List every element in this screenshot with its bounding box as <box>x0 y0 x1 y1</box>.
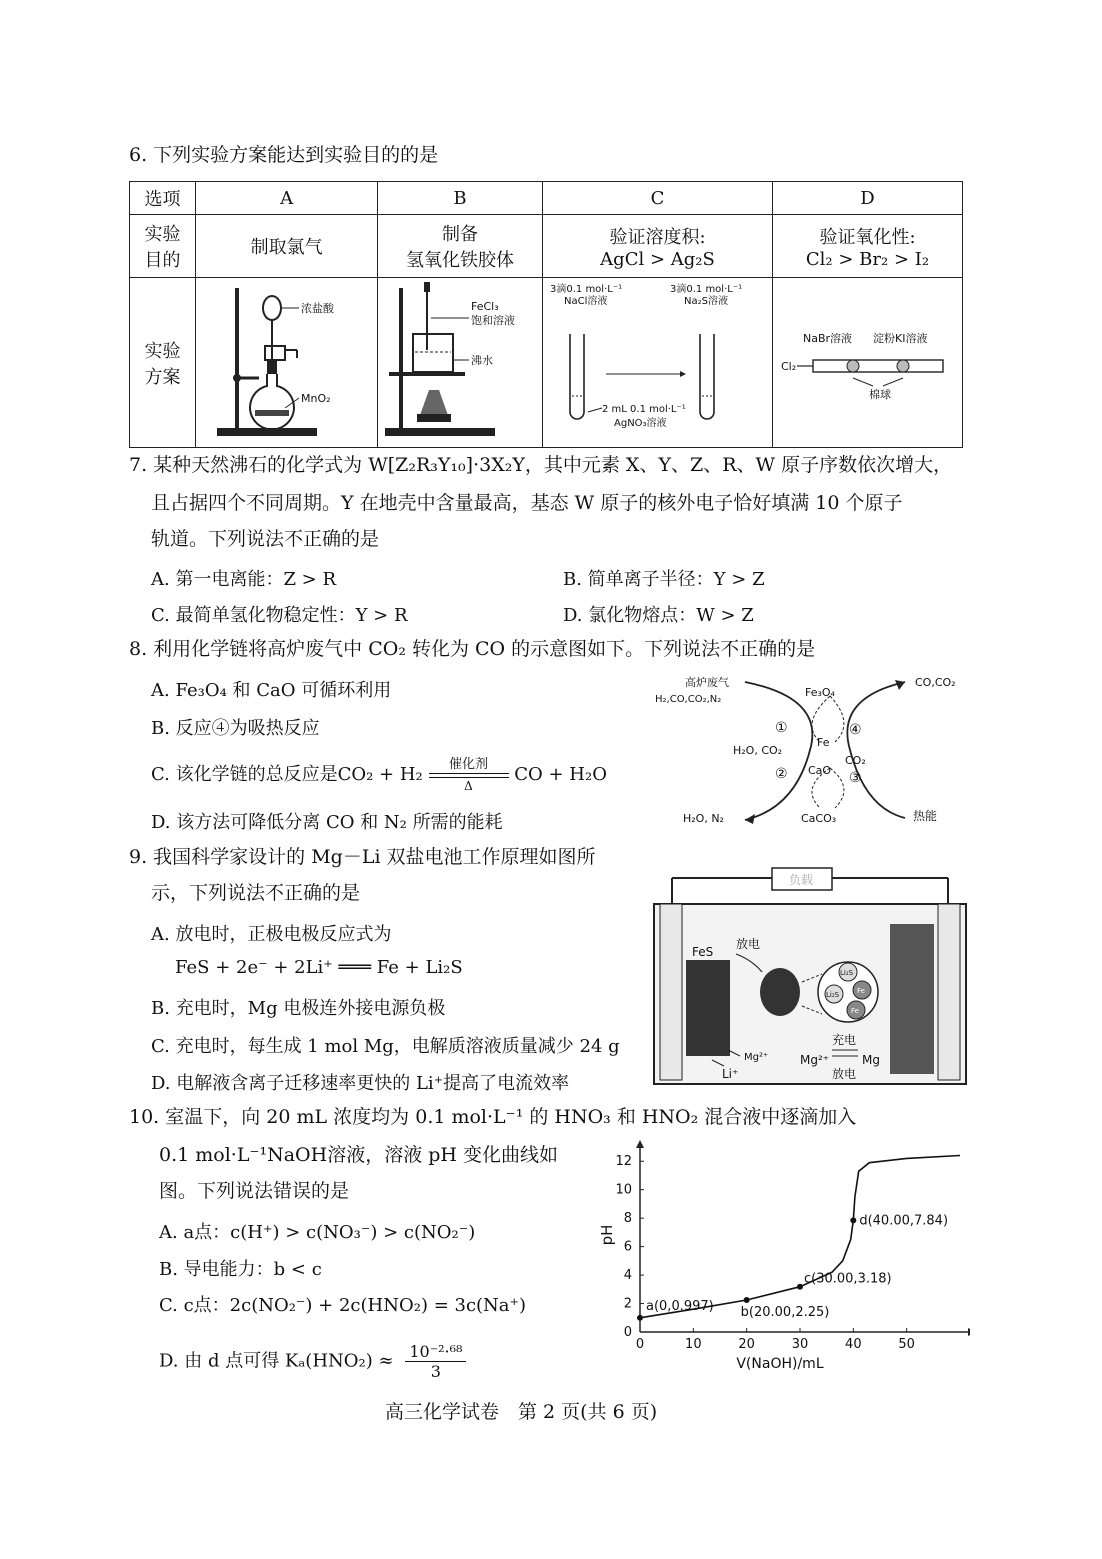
reagent-label: 沸水 <box>471 354 494 367</box>
gas-in-label: H₂,CO,CO₂,N₂ <box>655 694 722 705</box>
reaction-4: ④ <box>849 722 862 738</box>
q9-option-b: B. 充电时，Mg 电极连外接电源负极 <box>151 998 446 1019</box>
drop-label: NaCl溶液 <box>563 296 607 307</box>
h2o-n2-label: H₂O, N₂ <box>683 812 724 825</box>
gas-in-label: 高炉废气 <box>685 676 729 689</box>
q7-option-b: B. 简单离子半径：Y > Z <box>563 569 765 590</box>
fe-label: Fe <box>817 736 830 749</box>
q7-line2: 且占据四个不同周期。Y 在地壳中含量最高，基态 W 原子的核外电子恰好填满 10 个原子 <box>151 492 903 514</box>
q8-option-c-post: CO + H₂O <box>514 764 607 785</box>
y-axis-arrow <box>636 1140 644 1148</box>
heat-label: Δ <box>464 778 473 793</box>
mg-right-label: Mg <box>862 1053 880 1067</box>
y-tick-label: 4 <box>623 1268 632 1284</box>
data-point <box>850 1217 856 1223</box>
catalyst-label: 催化剂 <box>448 756 488 772</box>
y-axis-label: pH <box>598 1224 616 1246</box>
purpose-d <box>772 215 962 278</box>
x-tick-label: 10 <box>685 1337 702 1352</box>
y-tick-label: 10 <box>615 1182 632 1198</box>
solution-label: NaBr溶液 <box>803 332 853 345</box>
colloid-apparatus-figure <box>379 278 541 442</box>
q9-option-a2: FeS + 2e⁻ + 2Li⁺ ═══ Fe + Li₂S <box>175 957 463 978</box>
reagent-label: 浓盐酸 <box>300 302 334 315</box>
header-cell: C <box>543 182 773 215</box>
label-line: 目的 <box>144 250 181 271</box>
label-line: 方案 <box>144 366 181 388</box>
ph-curve <box>640 1156 960 1318</box>
x-axis-arrow <box>968 1328 970 1336</box>
reaction-1: ① <box>775 720 788 736</box>
solution-label: 淀粉KI溶液 <box>873 332 928 345</box>
co2-label: CO₂ <box>845 754 866 767</box>
li2s-label: Li₂S <box>840 969 854 977</box>
co-co2-label: CO,CO₂ <box>915 676 956 689</box>
reagent-label: FeCl₃ <box>471 300 499 313</box>
q9-option-d: D. 电解液含离子迁移速率更快的 Li⁺提高了电流效率 <box>151 1073 570 1094</box>
label-line: 实验 <box>144 224 181 245</box>
fe3o4-label: Fe₃O₄ <box>805 686 835 699</box>
q7-option-c: C. 最简单氢化物稳定性：Y > R <box>151 605 408 626</box>
x-tick-label: 40 <box>845 1337 862 1352</box>
q8-option-c <box>151 756 607 793</box>
row-label-plan <box>130 278 196 448</box>
mg2-left-label: Mg²⁺ <box>744 1052 769 1063</box>
header-cell: B <box>378 182 543 215</box>
heat-energy-label: 热能 <box>913 809 938 823</box>
base-label: AgNO₃溶液 <box>613 418 667 429</box>
charge-label: 充电 <box>832 1033 857 1047</box>
reaction-3: ③ <box>849 770 862 786</box>
reaction-2: ② <box>775 766 788 782</box>
fes-label: FeS <box>692 945 714 959</box>
fe-label: Fe <box>857 987 865 995</box>
reagent-label: 饱和溶液 <box>471 314 516 327</box>
q7-option-d: D. 氯化物熔点：W > Z <box>563 605 754 626</box>
li-left-label: Li⁺ <box>722 1067 739 1081</box>
h2o-co2-label: H₂O, CO₂ <box>733 744 783 757</box>
header-cell: A <box>196 182 378 215</box>
purpose-c <box>543 215 773 278</box>
data-point-label: d(40.00,7.84) <box>859 1213 949 1229</box>
header-cell: D <box>772 182 962 215</box>
battery-figure <box>652 864 968 1086</box>
double-line <box>429 773 509 778</box>
reagent-label: MnO₂ <box>300 392 331 405</box>
fraction-numerator: 10⁻²·⁶⁸ <box>405 1342 466 1362</box>
purpose-b <box>378 215 543 278</box>
row-label-purpose <box>130 215 196 278</box>
q7-line1: 7. 某种天然沸石的化学式为 W[Z₂R₃Y₁₀]·3X₂Y，其中元素 X、Y、Z、R、W 原子序数依次增大， <box>129 454 953 476</box>
y-tick-label: 12 <box>615 1154 632 1170</box>
x-tick-label: 0 <box>635 1337 645 1352</box>
q7-option-a: A. 第一电离能：Z > R <box>151 569 337 590</box>
q10-option-b: B. 导电能力：b < c <box>159 1259 322 1280</box>
y-tick-label: 6 <box>623 1239 632 1255</box>
q7-line3: 轨道。下列说法不正确的是 <box>151 528 380 550</box>
q6-table <box>129 181 963 448</box>
purpose-d-line2: Cl₂ > Br₂ > I₂ <box>805 248 930 270</box>
discharge2-label: 放电 <box>832 1067 857 1081</box>
chlorine-apparatus-figure <box>197 278 377 442</box>
data-point-label: b(20.00,2.25) <box>740 1304 830 1320</box>
data-point <box>797 1284 803 1290</box>
purpose-d-line1: 验证氧化性: <box>819 226 916 248</box>
discharge-label: 放电 <box>736 937 761 951</box>
x-tick-label: 30 <box>791 1337 809 1352</box>
plan-a-cell <box>196 278 378 448</box>
base-label: 2 mL 0.1 mol·L⁻¹ <box>601 404 686 415</box>
data-point-label: a(0,0.997) <box>646 1298 714 1314</box>
x-tick-label: 50 <box>898 1337 915 1352</box>
table-row-purpose <box>130 215 963 278</box>
q10-line2: 0.1 mol·L⁻¹NaOH溶液，溶液 pH 变化曲线如 <box>159 1144 559 1166</box>
ksp-apparatus-figure <box>544 278 772 442</box>
drop-label: Na₂S溶液 <box>683 296 728 307</box>
x-axis-label: V(NaOH)/mL <box>736 1356 824 1372</box>
q8-option-d: D. 该方法可降低分离 CO 和 N₂ 所需的能耗 <box>151 812 503 833</box>
data-point-label: c(30.00,3.18) <box>804 1271 892 1287</box>
q9-option-a1: A. 放电时，正极电极反应式为 <box>151 924 392 945</box>
q10-option-a: A. a点：c(H⁺) > c(NO₃⁻) > c(NO₂⁻) <box>159 1222 476 1243</box>
purpose-b-line2: 氢氧化铁胶体 <box>406 250 515 271</box>
x-tick-label: 20 <box>738 1337 755 1352</box>
caco3-label: CaCO₃ <box>801 812 837 825</box>
cotton-label: 棉球 <box>869 388 892 401</box>
table-header-row <box>130 182 963 215</box>
q9-line1: 9. 我国科学家设计的 Mg－Li 双盐电池工作原理如图所 <box>129 846 596 868</box>
purpose-b-line1: 制备 <box>442 224 479 245</box>
q10-line3: 图。下列说法错误的是 <box>159 1180 350 1202</box>
q10-option-c: C. c点：2c(NO₂⁻) + 2c(HNO₂) = 3c(Na⁺) <box>159 1295 527 1316</box>
purpose-a: 制取氯气 <box>196 215 378 278</box>
data-point <box>637 1315 643 1321</box>
ph-titration-chart <box>590 1140 970 1372</box>
cao-label: CaO <box>808 764 832 777</box>
li2s-label: Li₂S <box>826 991 840 999</box>
q9-option-c: C. 充电时，每生成 1 mol Mg，电解质溶液质量减少 24 g <box>151 1036 620 1057</box>
plan-c-cell <box>543 278 773 448</box>
plan-b-cell <box>378 278 543 448</box>
q8-option-a: A. Fe₃O₄ 和 CaO 可循环利用 <box>151 680 392 701</box>
fraction-denominator: 3 <box>430 1362 441 1381</box>
q8-option-b: B. 反应④为吸热反应 <box>151 718 320 739</box>
q10-option-d <box>159 1342 466 1381</box>
q6-title: 6. 下列实验方案能达到实验目的的是 <box>129 144 439 166</box>
chemical-chain-figure <box>645 668 980 833</box>
q10-line1: 10. 室温下，向 20 mL 浓度均为 0.1 mol·L⁻¹ 的 HNO₃ 和 HNO₂ 混合液中逐滴加入 <box>129 1106 857 1128</box>
page-footer: 高三化学试卷 第 2 页(共 6 页) <box>385 1401 658 1423</box>
drop-label: 3滴0.1 mol·L⁻¹ <box>669 284 742 295</box>
purpose-c-line2: AgCl > Ag₂S <box>600 248 715 270</box>
q8-option-c-pre: C. 该化学链的总反应是CO₂ + H₂ <box>151 764 423 785</box>
data-point <box>744 1297 750 1303</box>
ka-fraction <box>405 1342 466 1381</box>
q10-option-d-pre: D. 由 d 点可得 Kₐ(HNO₂) ≈ <box>159 1350 394 1372</box>
header-cell: 选项 <box>130 182 196 215</box>
y-tick-label: 0 <box>623 1325 632 1340</box>
y-tick-label: 2 <box>623 1296 632 1312</box>
purpose-c-line1: 验证溶度积: <box>609 226 706 248</box>
label-line: 实验 <box>144 340 181 362</box>
load-label: 负载 <box>789 873 814 887</box>
table-row-plan <box>130 278 963 448</box>
catalyst-arrow <box>429 756 509 793</box>
oxidation-apparatus-figure <box>773 278 961 442</box>
fe-label: Fe <box>851 1007 859 1015</box>
gas-label: Cl₂ <box>781 360 797 373</box>
q9-line2: 示，下列说法不正确的是 <box>151 882 361 904</box>
y-tick-label: 8 <box>623 1211 632 1227</box>
mg2-right-label: Mg²⁺ <box>800 1053 830 1067</box>
drop-label: 3滴0.1 mol·L⁻¹ <box>549 284 622 295</box>
q8-title: 8. 利用化学链将高炉废气中 CO₂ 转化为 CO 的示意图如下。下列说法不正确的是 <box>129 638 816 660</box>
plan-d-cell <box>772 278 962 448</box>
